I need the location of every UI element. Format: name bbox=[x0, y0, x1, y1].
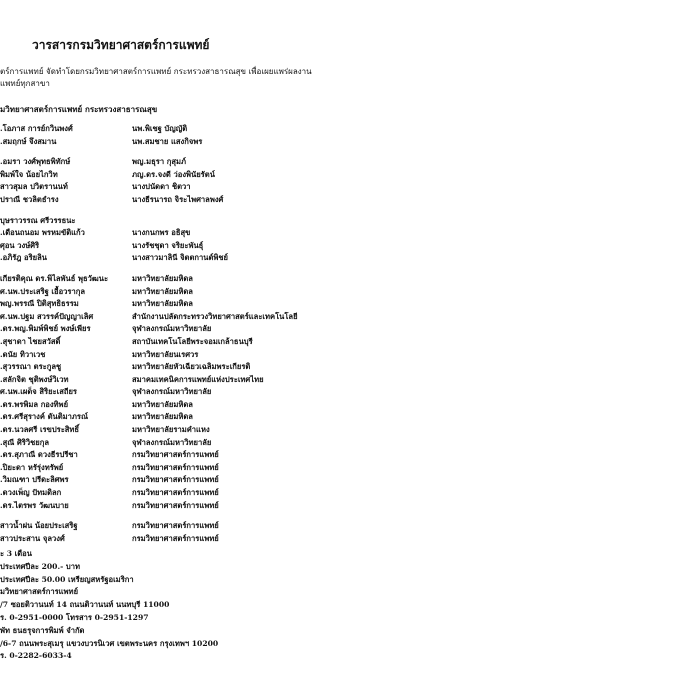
staff-row bbox=[0, 336, 420, 349]
staff-affiliation: นพ.พิเชฐ บัญญัติ bbox=[132, 124, 188, 133]
staff-row bbox=[0, 374, 420, 387]
staff-name: พญ.พรรณี ปิติสุทธิธรรม bbox=[0, 299, 79, 309]
staff-row bbox=[0, 323, 420, 336]
staff-group bbox=[0, 520, 420, 545]
staff-row bbox=[0, 156, 420, 169]
staff-affiliation: จุฬาลงกรณ์มหาวิทยาลัย bbox=[132, 387, 212, 397]
staff-row bbox=[0, 286, 420, 299]
staff-row bbox=[0, 252, 420, 265]
info-line: ร. 0-2951-0000 โทรสาร 0-2951-1297 bbox=[0, 612, 149, 622]
info-line: ประเทศปีละ 50.00 เหรียญสหรัฐอเมริกา bbox=[0, 574, 134, 584]
staff-affiliation: มหาวิทยาลัยมหิดล bbox=[132, 286, 193, 296]
staff-affiliation: นพ.สมชาย แสงกิจพร bbox=[132, 136, 203, 146]
staff-row bbox=[0, 273, 420, 286]
info-line: ร. 0-2282-6033-4 bbox=[0, 651, 72, 661]
editorial-board-list bbox=[0, 123, 420, 553]
staff-affiliation: จุฬาลงกรณ์มหาวิทยาลัย bbox=[132, 324, 212, 334]
staff-row bbox=[0, 215, 420, 228]
staff-name: สาวสุมล ปวิตรานนท์ bbox=[0, 182, 68, 192]
staff-affiliation: มหาวิทยาลัยมหิดล bbox=[132, 299, 193, 309]
staff-name: .อภิรัฎ อริยลิน bbox=[0, 253, 47, 263]
staff-row bbox=[0, 386, 420, 399]
staff-affiliation: กรมวิทยาศาสตร์การแพทย์ bbox=[132, 462, 219, 472]
organization-heading: มวิทยาศาสตร์การแพทย์ กระทรวงสาธารณสุข bbox=[0, 104, 158, 114]
staff-row bbox=[0, 487, 420, 500]
staff-row bbox=[0, 349, 420, 362]
staff-name: .สุณี ศิริวิชยกุล bbox=[0, 437, 49, 447]
staff-name: .ดร.พญ.พิมพ์พิชย์ พงษ์เพียร bbox=[0, 324, 91, 334]
journal-intro bbox=[0, 66, 312, 90]
staff-row bbox=[0, 520, 420, 533]
staff-affiliation: สำนักงานปลัดกระทรวงวิทยาศาสตร์และเทคโนโลยี bbox=[132, 311, 298, 321]
staff-affiliation: มหาวิทยาลัยมหิดล bbox=[132, 399, 193, 409]
staff-row bbox=[0, 194, 420, 207]
staff-row bbox=[0, 399, 420, 412]
staff-name: ศ.นพ.ปฐม สวรรค์ปัญญาเลิศ bbox=[0, 311, 94, 321]
intro-line-1: ตร์การแพทย์ จัดทำโดยกรมวิทยาศาสตร์การแพทย์ กระทรวงสาธารณสุข เพื่อเผยแพร่ผลงาน bbox=[0, 67, 312, 76]
staff-name: .สลักจิต ชุติพงษ์วิเวท bbox=[0, 374, 69, 384]
info-line: ะ 3 เดือน bbox=[0, 549, 32, 558]
staff-affiliation: นางสาวมาลินี จิตตกานต์พิชย์ bbox=[132, 253, 228, 263]
staff-name: ศุอน วงษ์ศิริ bbox=[0, 240, 40, 250]
staff-affiliation: กรมวิทยาศาสตร์การแพทย์ bbox=[132, 475, 219, 485]
staff-affiliation: สถาบันเทคโนโลยีพระจอมเกล้าธนบุรี bbox=[132, 336, 253, 346]
staff-row bbox=[0, 361, 420, 374]
staff-name: .ดนัย ทิวาเวช bbox=[0, 349, 46, 359]
info-line: ประเทศปีละ 200.- บาท bbox=[0, 561, 80, 571]
staff-row bbox=[0, 462, 420, 475]
publication-info bbox=[0, 548, 218, 663]
staff-group bbox=[0, 215, 420, 265]
staff-name: พิมพ์ใจ น้อยไกวิท bbox=[0, 169, 58, 179]
staff-name: บุษราวรรณ ศรีวรรธนะ bbox=[0, 215, 76, 225]
info-line: /6-7 ถนนพระสุเมรุ แขวงบวรนิเวศ เขตพระนคร กรุงเทพฯ 10200 bbox=[0, 638, 219, 648]
staff-affiliation: มหาวิทยาลัยรามคำแหง bbox=[132, 425, 210, 435]
staff-row bbox=[0, 474, 420, 487]
staff-row bbox=[0, 298, 420, 311]
staff-name: ศ.นพ.เผด็จ สิริยะเสถียร bbox=[0, 387, 77, 397]
staff-row bbox=[0, 449, 420, 462]
staff-row bbox=[0, 437, 420, 450]
staff-affiliation: มหาวิทยาลัยมหิดล bbox=[132, 273, 193, 283]
staff-group bbox=[0, 273, 420, 512]
staff-row bbox=[0, 424, 420, 437]
staff-affiliation: กรมวิทยาศาสตร์การแพทย์ bbox=[132, 521, 219, 531]
staff-row bbox=[0, 240, 420, 253]
staff-affiliation: นางธีรนารถ จิระไพศาลพงศ์ bbox=[132, 194, 224, 204]
staff-name: .ดวงเพ็ญ ปัทมดิลก bbox=[0, 488, 62, 498]
staff-name: .ปิยะดา หรัรุ่งทรัพย์ bbox=[0, 462, 64, 472]
staff-name: .สมฤกษ์ จึงสมาน bbox=[0, 136, 57, 146]
info-line: /7 ซอยติวานนท์ 14 ถนนติวานนท์ นนทบุรี 11000 bbox=[0, 600, 170, 610]
staff-row bbox=[0, 500, 420, 513]
staff-name: สาวประสาน จุลวงศ์ bbox=[0, 533, 65, 543]
staff-affiliation: กรมวิทยาศาสตร์การแพทย์ bbox=[132, 500, 219, 510]
staff-affiliation: นางปนัดดา ชิตวา bbox=[132, 182, 191, 192]
info-line: พัท ธนธรุจการพิมพ์ จำกัด bbox=[0, 625, 85, 635]
staff-affiliation: กรมวิทยาศาสตร์การแพทย์ bbox=[132, 533, 219, 543]
staff-affiliation: กรมวิทยาศาสตร์การแพทย์ bbox=[132, 488, 219, 498]
staff-row bbox=[0, 227, 420, 240]
staff-group bbox=[0, 123, 420, 148]
staff-affiliation: นางกนกพร อธิสุข bbox=[132, 228, 191, 238]
staff-affiliation: มหาวิทยาลัยนเรศวร bbox=[132, 349, 199, 359]
staff-affiliation: นางรัชชุดา จริยะพันธ์ุ bbox=[132, 240, 204, 250]
staff-name: ปราณี ชวลิตธำรง bbox=[0, 194, 59, 204]
staff-affiliation: พญ.มธุรา กุสุมภ์ bbox=[132, 157, 186, 167]
staff-row bbox=[0, 411, 420, 424]
staff-name: .ดร.นวลศรี เรขประสิทธิ์ bbox=[0, 425, 80, 435]
staff-name: .อมรา วงศ์พุทธพิทักษ์ bbox=[0, 157, 71, 167]
staff-name: .เดือนถนอม พรหมขัติแก้ว bbox=[0, 228, 85, 238]
staff-affiliation: มหาวิทยาลัยมหิดล bbox=[132, 412, 193, 422]
staff-group bbox=[0, 156, 420, 206]
staff-name: .สุวรรณา ตระกูลชู bbox=[0, 362, 62, 372]
staff-row bbox=[0, 311, 420, 324]
staff-row bbox=[0, 181, 420, 194]
staff-affiliation: กรมวิทยาศาสตร์การแพทย์ bbox=[132, 450, 219, 460]
staff-name: .สุชาดา ไชยสวัสดิ์ bbox=[0, 336, 61, 346]
staff-affiliation: ภญ.ดร.จงดี ว่องพินัยรัตน์ bbox=[132, 169, 215, 179]
staff-affiliation: จุฬาลงกรณ์มหาวิทยาลัย bbox=[132, 437, 212, 447]
staff-name: .ดร.ศรีสุรางค์ ตันติมาภรณ์ bbox=[0, 412, 89, 422]
staff-name: .ดร.สุภาณี ดวงธีรปรีชา bbox=[0, 450, 78, 460]
journal-title: วารสารกรมวิทยาศาสตร์การแพทย์ bbox=[32, 38, 210, 52]
staff-name: .ดร.ไตรพร วัฒนบาย bbox=[0, 500, 69, 510]
staff-row bbox=[0, 123, 420, 136]
staff-name: เกียรติคุณ ดร.พิไลพันธ์ พุธวัฒนะ bbox=[0, 273, 109, 283]
staff-row bbox=[0, 169, 420, 182]
staff-row bbox=[0, 533, 420, 546]
staff-affiliation: มหาวิทยาลัยหัวเฉียวเฉลิมพระเกียรติ bbox=[132, 362, 251, 372]
staff-name: .โอภาส การย์กวินพงศ์ bbox=[0, 124, 73, 133]
staff-name: .วิมณฑา ปรีดะลิศพร bbox=[0, 475, 69, 485]
intro-line-2: แพทย์ทุกสาขา bbox=[0, 79, 50, 88]
staff-row bbox=[0, 136, 420, 149]
staff-affiliation: สมาคมเทคนิคการแพทย์แห่งประเทศไทย bbox=[132, 374, 264, 384]
staff-name: สาวน้ำฝน น้อยประเสริฐ bbox=[0, 521, 78, 531]
info-line: มวิทยาศาสตร์การแพทย์ bbox=[0, 587, 79, 597]
staff-name: .ดร.พรพิมล กองทิพย์ bbox=[0, 399, 69, 409]
staff-name: ศ.นพ.ประเสริฐ เอื้อวรากุล bbox=[0, 286, 85, 296]
